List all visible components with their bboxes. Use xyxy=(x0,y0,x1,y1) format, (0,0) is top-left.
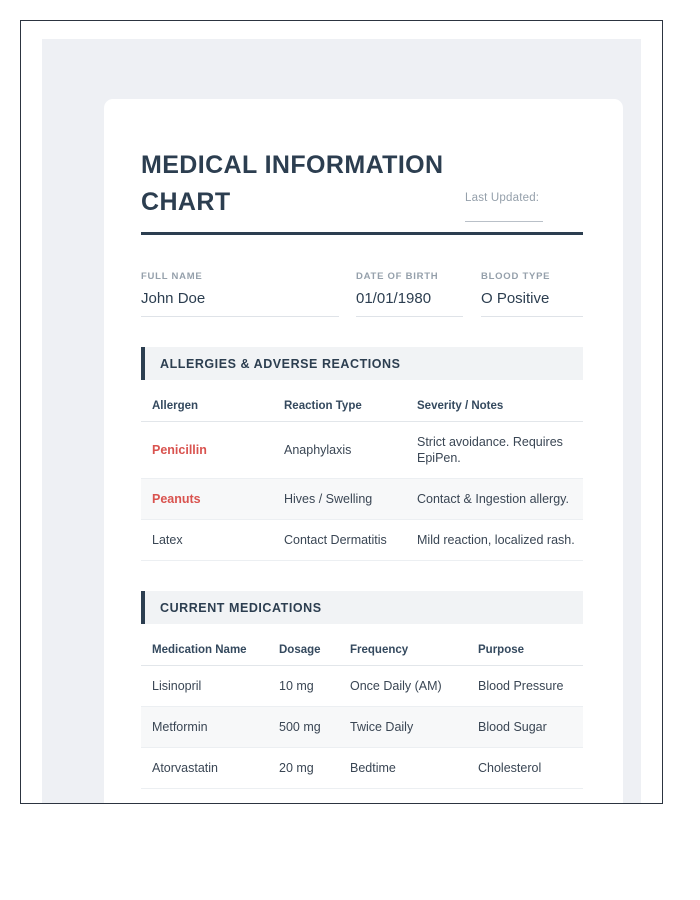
medication-frequency: Bedtime xyxy=(339,748,467,789)
allergen-notes: Contact & Ingestion allergy. xyxy=(406,479,583,520)
page-frame xyxy=(20,20,663,804)
allergen-name: Latex xyxy=(141,520,273,561)
allergies-header-row xyxy=(141,394,583,422)
table-row[interactable] xyxy=(141,666,583,707)
last-updated-blank-line[interactable] xyxy=(465,221,543,222)
section-accent-bar xyxy=(141,591,145,624)
document-header xyxy=(141,99,583,232)
allergies-section-title: ALLERGIES & ADVERSE REACTIONS xyxy=(160,356,401,371)
medication-purpose: Blood Pressure xyxy=(467,666,583,707)
allergen-reaction: Hives / Swelling xyxy=(273,479,406,520)
column-header-frequency: Frequency xyxy=(339,638,467,666)
column-header-dosage: Dosage xyxy=(268,638,339,666)
medication-name: Metformin xyxy=(141,707,268,748)
medication-frequency: Twice Daily xyxy=(339,707,467,748)
table-row[interactable] xyxy=(141,479,583,520)
blood-type-underline xyxy=(481,316,583,317)
medication-dosage: 20 mg xyxy=(268,748,339,789)
blood-type-value[interactable]: O Positive xyxy=(481,290,550,307)
table-row[interactable] xyxy=(141,422,583,479)
medication-name: Lisinopril xyxy=(141,666,268,707)
allergen-reaction: Anaphylaxis xyxy=(273,422,406,479)
medications-section-title: CURRENT MEDICATIONS xyxy=(160,600,322,615)
column-header-purpose: Purpose xyxy=(467,638,583,666)
full-name-label: FULL NAME xyxy=(141,271,203,282)
last-updated-label: Last Updated: xyxy=(465,192,540,204)
column-header-allergen: Allergen xyxy=(141,394,273,422)
allergen-notes: Strict avoidance. Requires EpiPen. xyxy=(406,422,583,479)
allergen-notes: Mild reaction, localized rash. xyxy=(406,520,583,561)
column-header-reaction-type: Reaction Type xyxy=(273,394,406,422)
medication-purpose: Cholesterol xyxy=(467,748,583,789)
medication-dosage: 500 mg xyxy=(268,707,339,748)
table-row[interactable] xyxy=(141,748,583,789)
last-updated-block xyxy=(465,191,583,222)
allergies-table xyxy=(141,394,583,561)
medication-name: Atorvastatin xyxy=(141,748,268,789)
patient-field-full-name xyxy=(141,271,356,317)
allergies-section-header xyxy=(141,347,583,380)
date-of-birth-underline xyxy=(356,316,463,317)
allergen-name: Peanuts xyxy=(141,479,273,520)
full-name-underline xyxy=(141,316,339,317)
column-header-severity-notes: Severity / Notes xyxy=(406,394,583,422)
date-of-birth-label: DATE OF BIRTH xyxy=(356,271,439,282)
table-row[interactable] xyxy=(141,520,583,561)
section-accent-bar xyxy=(141,347,145,380)
medication-dosage: 10 mg xyxy=(268,666,339,707)
column-header-medication-name: Medication Name xyxy=(141,638,268,666)
medication-frequency: Once Daily (AM) xyxy=(339,666,467,707)
date-of-birth-value[interactable]: 01/01/1980 xyxy=(356,290,432,307)
allergies-section xyxy=(141,347,583,561)
blood-type-label: BLOOD TYPE xyxy=(481,271,551,282)
medications-section-header xyxy=(141,591,583,624)
document-card xyxy=(104,99,623,804)
full-name-value[interactable]: John Doe xyxy=(141,290,206,307)
table-row[interactable] xyxy=(141,707,583,748)
medications-table xyxy=(141,638,583,789)
patient-field-date-of-birth xyxy=(356,271,481,317)
medication-purpose: Blood Sugar xyxy=(467,707,583,748)
allergen-reaction: Contact Dermatitis xyxy=(273,520,406,561)
patient-field-blood-type xyxy=(481,271,583,317)
medications-header-row xyxy=(141,638,583,666)
document-backdrop xyxy=(42,39,641,804)
page-title: MEDICAL INFORMATION CHART xyxy=(141,151,444,216)
allergen-name: Penicillin xyxy=(141,422,273,479)
medications-section xyxy=(141,591,583,789)
patient-info-strip xyxy=(141,235,583,317)
document-content xyxy=(141,99,583,789)
